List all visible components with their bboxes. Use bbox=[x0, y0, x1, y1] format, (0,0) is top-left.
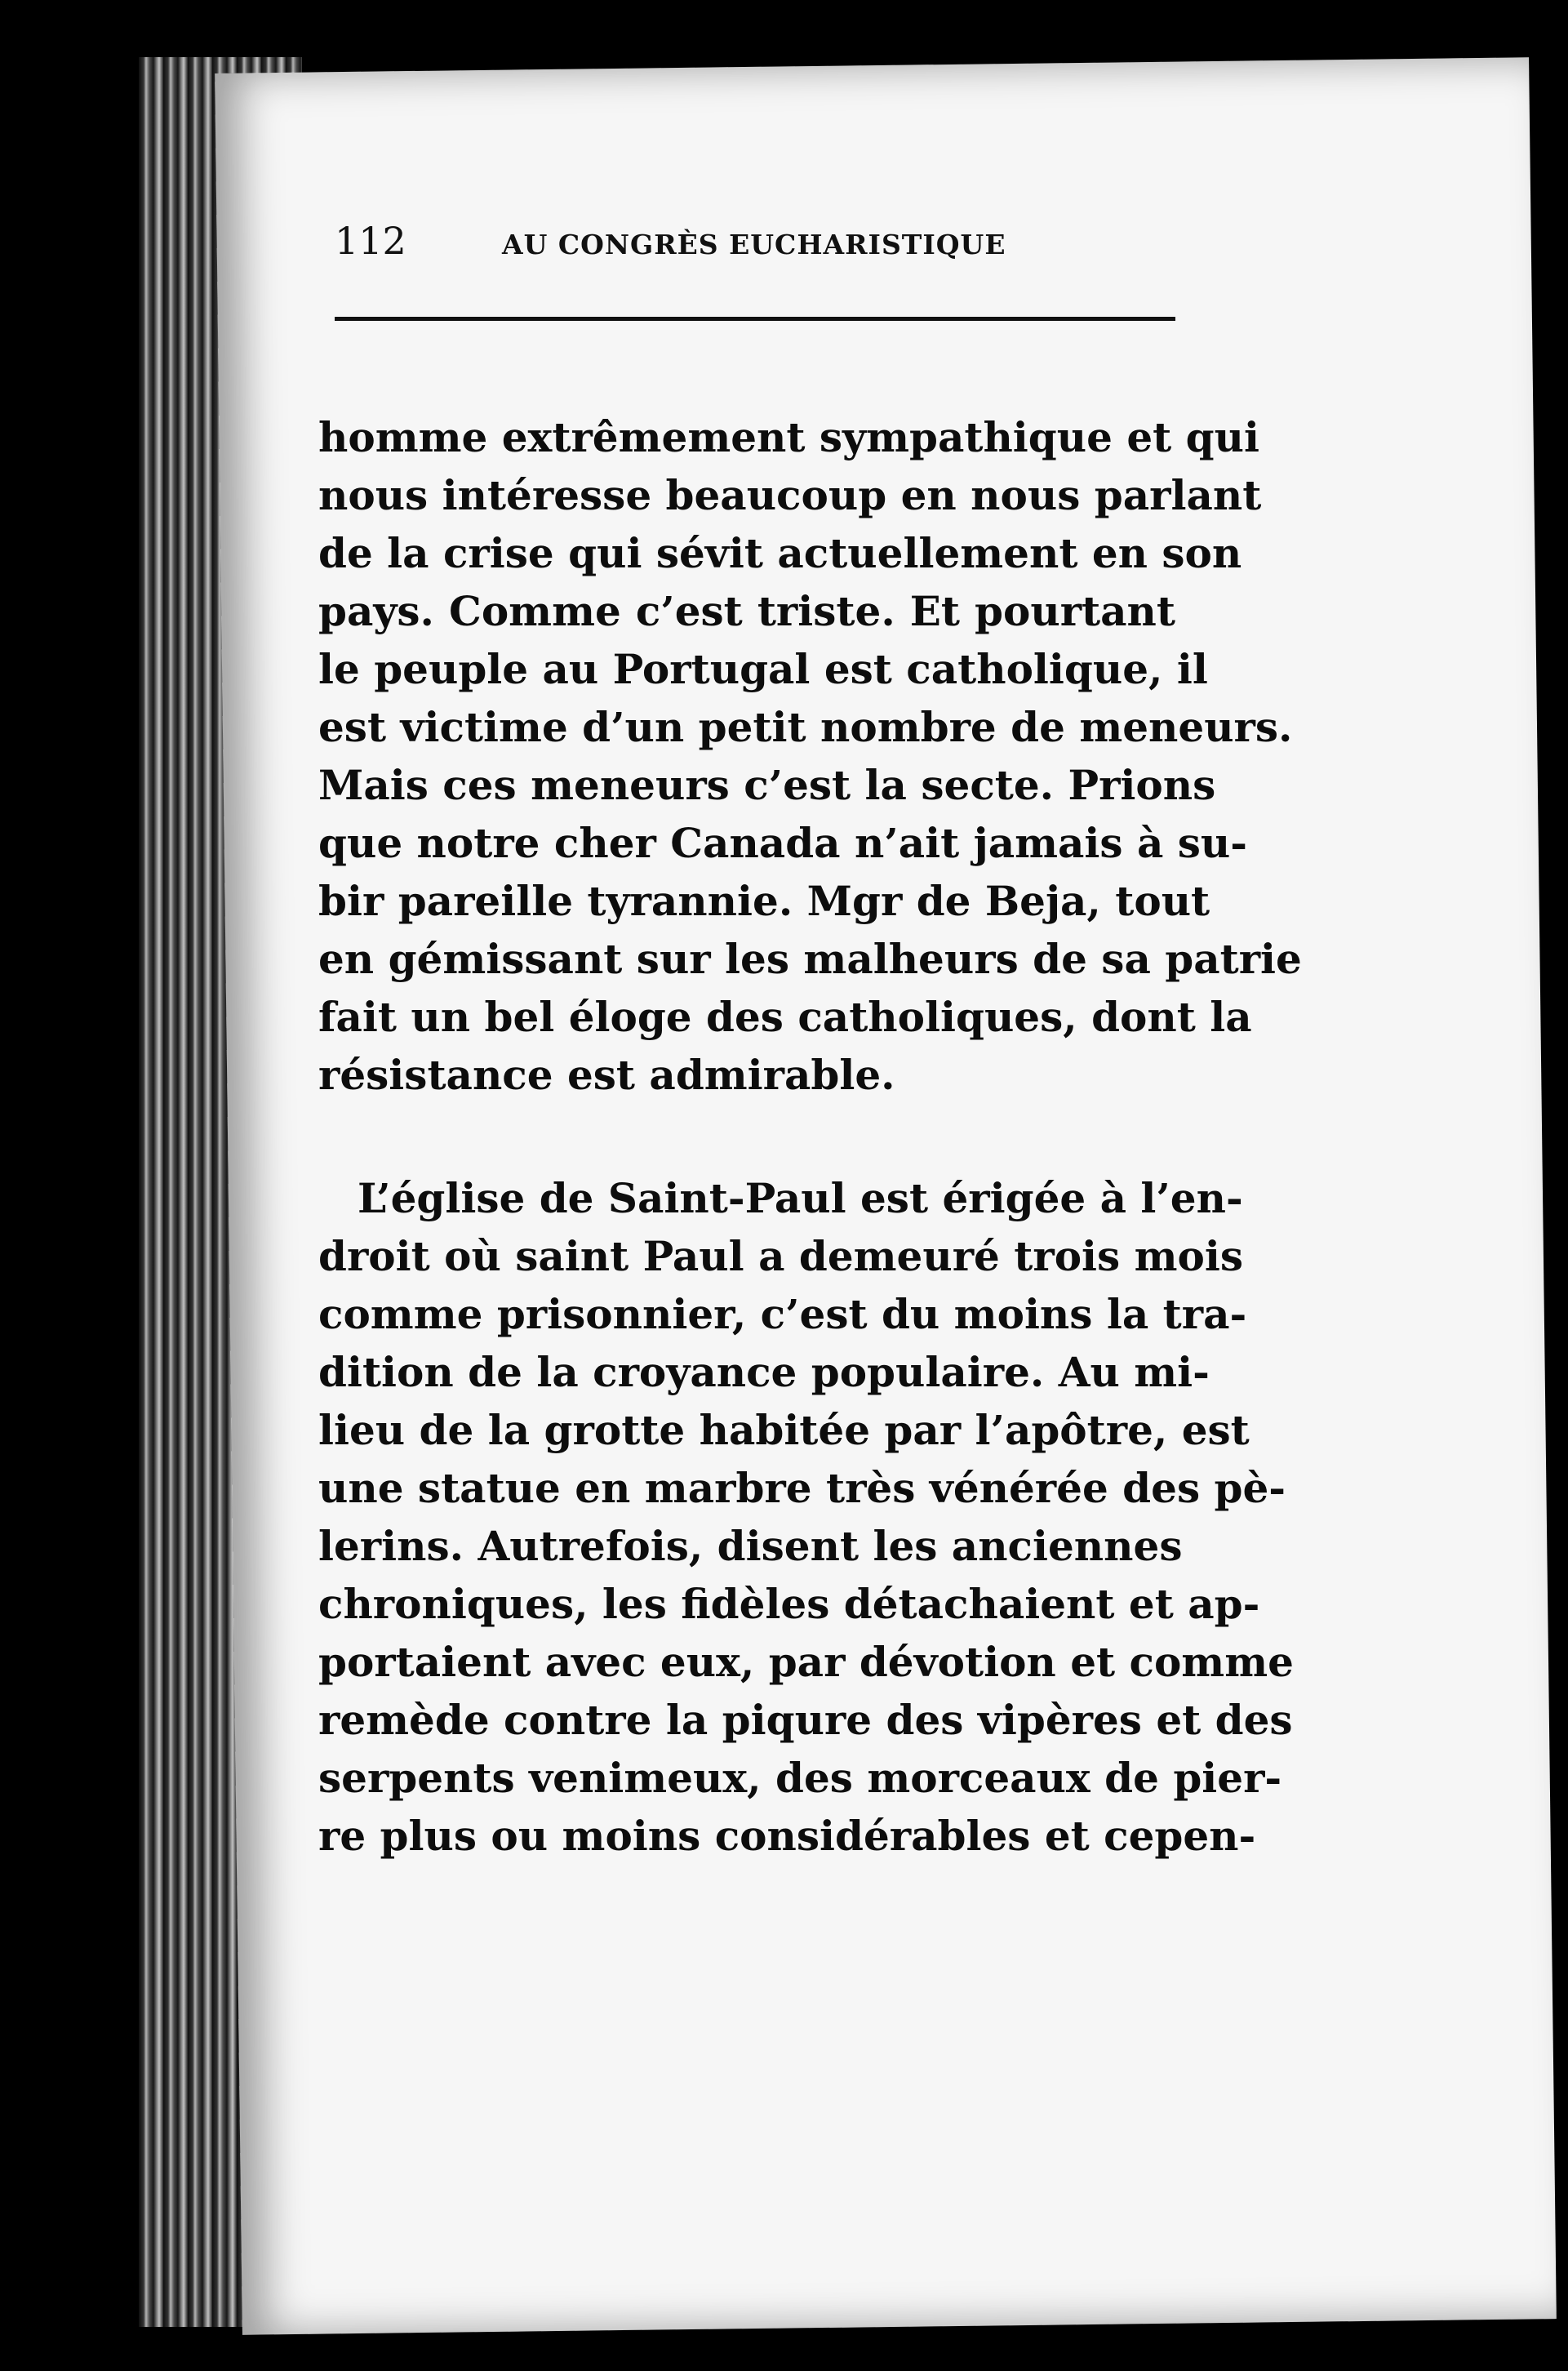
text-line: que notre cher Canada n’ait jamais à su- bbox=[318, 819, 1248, 867]
text-line: le peuple au Portugal est catholique, il bbox=[318, 645, 1208, 693]
text-line: re plus ou moins considérables et cepen- bbox=[318, 1812, 1256, 1860]
text-line: comme prisonnier, c’est du moins la tra- bbox=[318, 1290, 1247, 1338]
text-line: résistance est admirable. bbox=[318, 1051, 895, 1099]
text-line: une statue en marbre très vénérée des pè- bbox=[318, 1464, 1286, 1512]
text-line: Mais ces meneurs c’est la secte. Prions bbox=[318, 761, 1216, 809]
header-rule bbox=[335, 317, 1175, 321]
paragraph bbox=[318, 1169, 1294, 1865]
running-head: AU CONGRÈS EUCHARISTIQUE bbox=[502, 229, 1006, 260]
text-line: L’église de Saint-Paul est érigée à l’en- bbox=[358, 1174, 1243, 1222]
text-line: remède contre la piqure des vipères et des bbox=[318, 1696, 1293, 1744]
text-line: serpents venimeux, des morceaux de pier- bbox=[318, 1754, 1282, 1802]
paragraph bbox=[318, 408, 1302, 1104]
text-line: bir pareille tyrannie. Mgr de Beja, tout bbox=[318, 877, 1210, 925]
text-line: dition de la croyance populaire. Au mi- bbox=[318, 1348, 1210, 1396]
text-line: chroniques, les fidèles détachaient et ap- bbox=[318, 1580, 1260, 1628]
text-line: de la crise qui sévit actuellement en son bbox=[318, 529, 1242, 577]
text-line: est victime d’un petit nombre de meneurs. bbox=[318, 703, 1293, 751]
text-line: nous intéresse beaucoup en nous parlant bbox=[318, 471, 1262, 519]
page-number: 112 bbox=[335, 219, 406, 263]
text-line: homme extrêmement sympathique et qui bbox=[318, 413, 1259, 461]
text-line: lerins. Autrefois, disent les anciennes bbox=[318, 1522, 1183, 1570]
text-line: fait un bel éloge des catholiques, dont la bbox=[318, 993, 1252, 1041]
text-line: portaient avec eux, par dévotion et comme bbox=[318, 1638, 1294, 1686]
text-line: lieu de la grotte habitée par l’apôtre, est bbox=[318, 1406, 1250, 1454]
text-line: pays. Comme c’est triste. Et pourtant bbox=[318, 587, 1175, 635]
text-line: en gémissant sur les malheurs de sa patrie bbox=[318, 935, 1302, 983]
body-text bbox=[318, 408, 1302, 1865]
page-header bbox=[335, 219, 1175, 292]
paragraph-gap bbox=[318, 1104, 1175, 1169]
text-line: droit où saint Paul a demeuré trois mois bbox=[318, 1232, 1244, 1280]
